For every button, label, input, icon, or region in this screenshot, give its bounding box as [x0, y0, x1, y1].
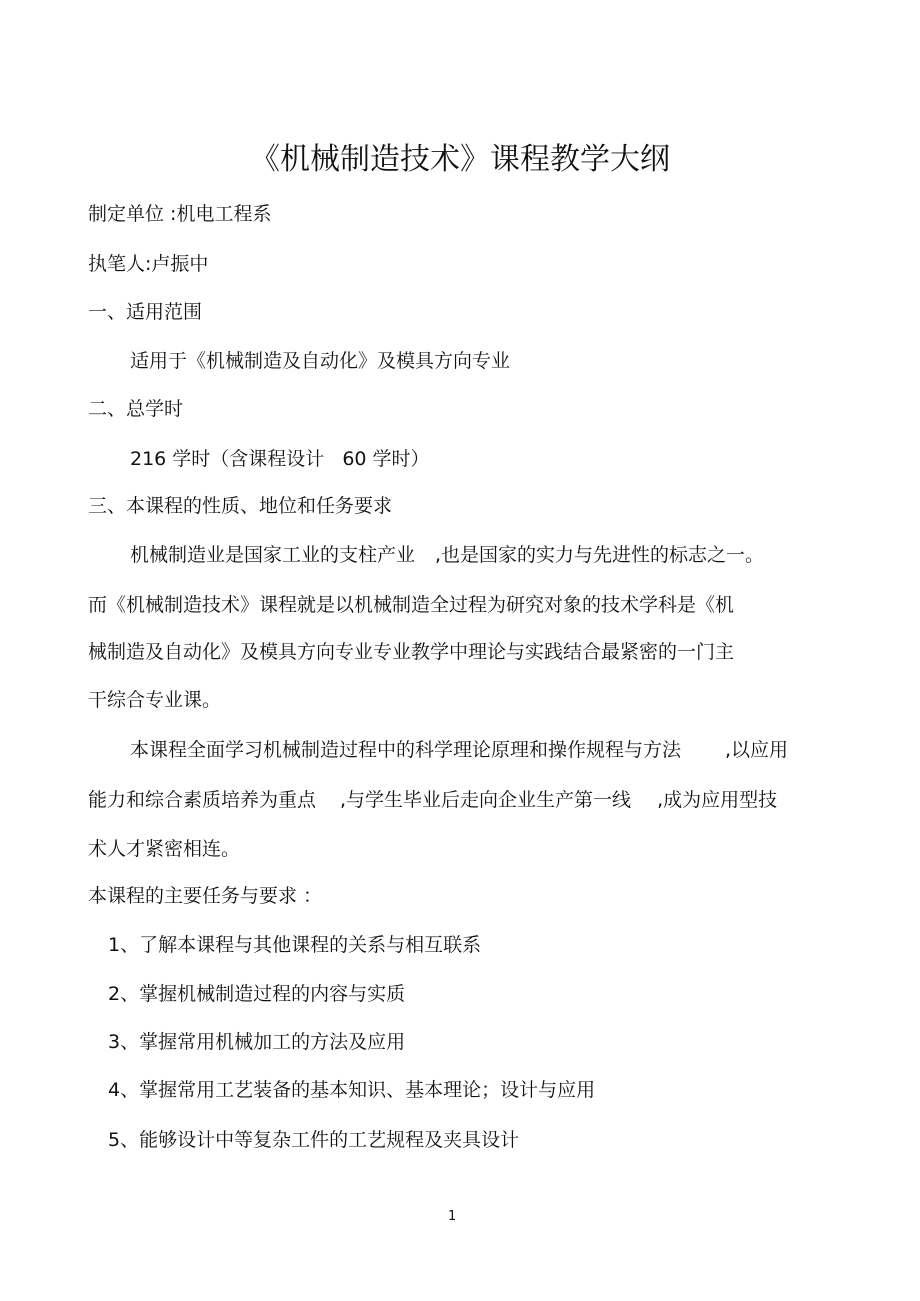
- task-item: 5、能够设计中等复杂工件的工艺规程及夹具设计: [108, 1129, 520, 1151]
- paragraph-1-line-4: 干综合专业课。: [88, 689, 222, 711]
- tasks-heading: 本课程的主要任务与要求 ：: [88, 885, 323, 907]
- paragraph-1-line-1-part-b: ,也是国家的实力与先进性的标志之一。: [435, 544, 765, 566]
- paragraph-2-line-3: 术人才紧密相连。: [88, 838, 241, 860]
- section-1-heading: 一、适用范围: [88, 301, 203, 323]
- task-item: 3、掌握常用机械加工的方法及应用: [108, 1031, 406, 1053]
- paragraph-1-line-3: 械制造及自动化》及模具方向专业专业教学中理论与实践结合最紧密的一门主: [88, 641, 735, 663]
- paragraph-1-line-2: 而《机械制造技术》课程就是以机械制造全过程为研究对象的技术学科是《机: [88, 594, 735, 616]
- design-hours-text: 60 学时）: [342, 448, 430, 470]
- paragraph-2-line-1-part-b: ,以应用: [725, 739, 789, 761]
- section-3-heading: 三、本课程的性质、地位和任务要求: [88, 495, 393, 517]
- page-number: 1: [448, 1209, 457, 1224]
- author-line: 执笔人:卢振中: [88, 253, 209, 275]
- task-item: 2、掌握机械制造过程的内容与实质: [108, 983, 406, 1005]
- paragraph-2-line-2-part-a: 能力和综合素质培养为重点: [88, 789, 317, 811]
- section-2-heading: 二、总学时: [88, 398, 184, 420]
- section-2-body: [130, 447, 430, 471]
- task-item: 4、掌握常用工艺装备的基本知识、基本理论；设计与应用: [108, 1079, 596, 1101]
- paragraph-1-line-1-part-a: 机械制造业是国家工业的支柱产业: [130, 544, 416, 566]
- paragraph-2-line-1-part-a: 本课程全面学习机械制造过程中的科学理论原理和操作规程与方法: [130, 739, 682, 761]
- task-item: 1、了解本课程与其他课程的关系与相互联系: [108, 934, 482, 956]
- document-title: 《机械制造技术》课程教学大纲: [250, 142, 670, 177]
- drafting-unit: 制定单位 :机电工程系: [88, 203, 272, 225]
- paragraph-2-line-2: [88, 788, 777, 812]
- section-1-body: 适用于《机械制造及自动化》及模具方向专业: [130, 350, 511, 372]
- total-hours-text: 216 学时（含课程设计: [130, 448, 325, 470]
- paragraph-2-line-1: [130, 738, 788, 762]
- paragraph-1-line-1: [130, 543, 764, 567]
- paragraph-2-line-2-part-c: ,成为应用型技: [657, 789, 778, 811]
- paragraph-2-line-2-part-b: ,与学生毕业后走向企业生产第一线: [340, 789, 632, 811]
